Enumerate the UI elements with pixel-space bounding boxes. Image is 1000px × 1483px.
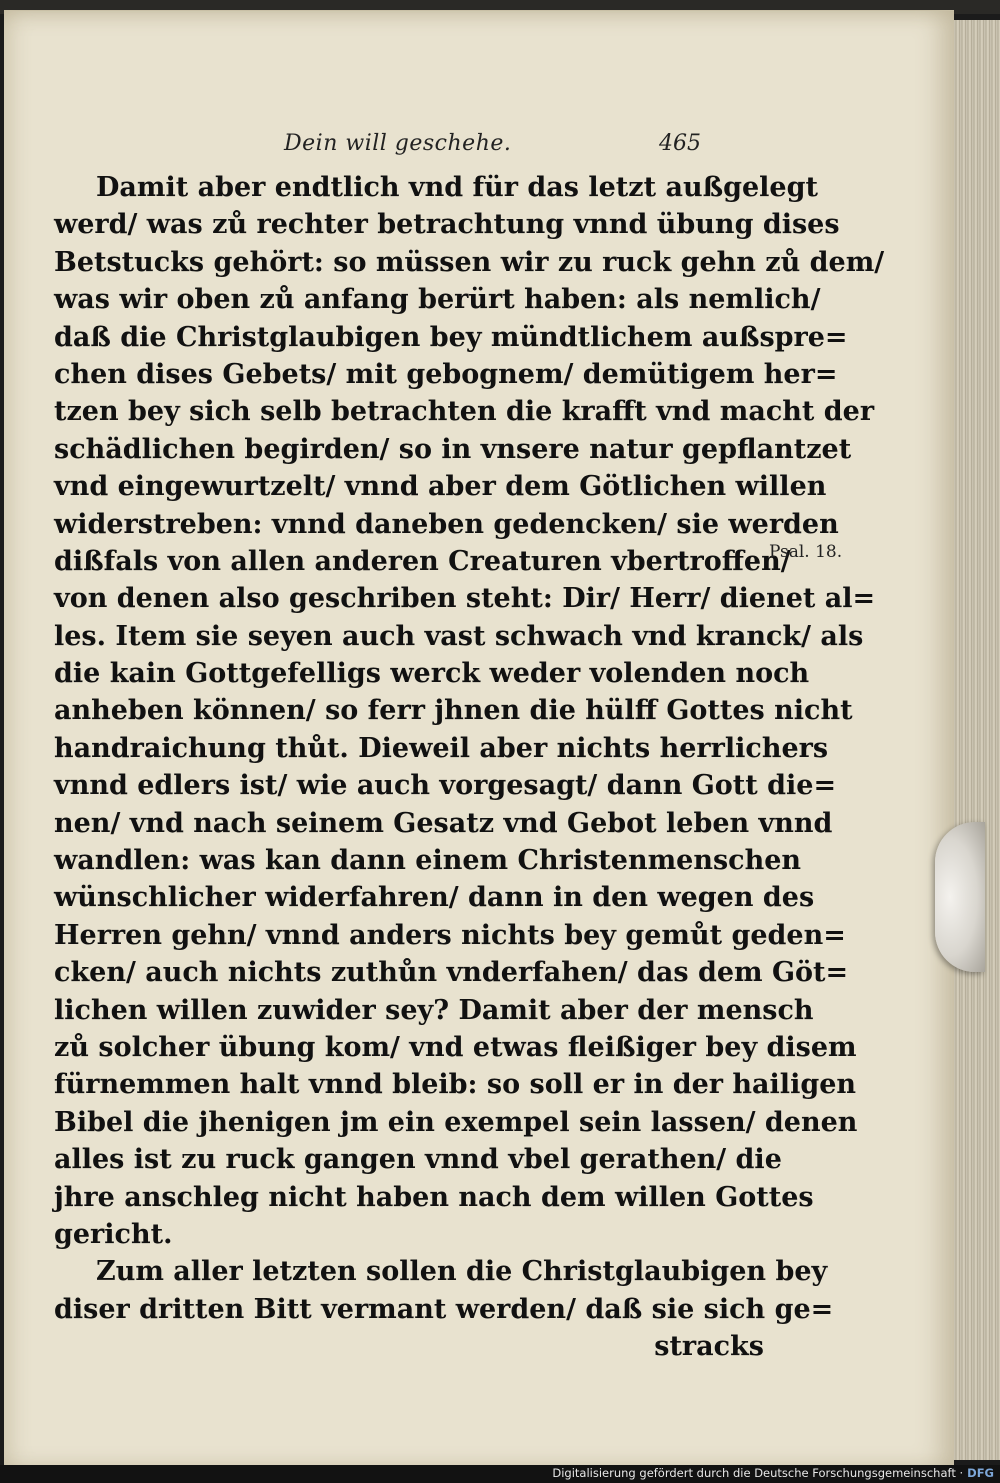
scanned-page [4, 10, 954, 1471]
text-line: cken/ auch nichts zuthůn vnderfahen/ das dem Göt= [54, 957, 849, 989]
text-line: Zum aller letzten sollen die Christglaubigen bey [96, 1256, 828, 1288]
text-line: alles ist zu ruck gangen vnnd vbel gerathen/ die [54, 1144, 782, 1176]
running-head [244, 131, 764, 171]
text-line: schädlichen begirden/ so in vnsere natur gepflantzet [54, 433, 852, 465]
text-line: Betstucks gehört: so müssen wir zu ruck gehn zů dem/ [54, 246, 885, 278]
page-clip [935, 822, 985, 972]
text-line: anheben können/ so ferr jhnen die hülff Gottes nicht [54, 695, 853, 727]
dfg-logo: DFG [967, 1466, 994, 1480]
text-line: chen dises Gebets/ mit gebognem/ demütigem her= [54, 358, 838, 390]
text-line: tzen bey sich selb betrachten die krafft vnd macht der [54, 396, 875, 428]
text-line: les. Item sie seyen auch vast schwach vnd kranck/ als [54, 620, 864, 652]
text-line: fürnemmen halt vnnd bleib: so soll er in der hailigen [54, 1069, 857, 1101]
text-line: handraichung thůt. Dieweil aber nichts herrlichers [54, 732, 829, 764]
text-line: Herren gehn/ vnnd anders nichts bey gemůt geden= [54, 919, 846, 951]
catchword: stracks [654, 1331, 764, 1363]
page-number: 465 [659, 131, 701, 156]
text-line: nen/ vnd nach seinem Gesatz vnd Gebot leben vnnd [54, 807, 833, 839]
text-line: wünschlicher widerfahren/ dann in den wegen des [54, 882, 815, 914]
text-line: Damit aber endtlich vnd für das letzt außgelegt [96, 172, 818, 203]
text-line: widerstreben: vnnd daneben gedencken/ sie werden [54, 508, 839, 540]
text-line: werd/ was zů rechter betrachtung vnnd übung dises [54, 209, 840, 241]
text-line: dißfals von allen anderen Creaturen vbertroffen/ [54, 545, 791, 577]
text-line: gericht. [54, 1218, 173, 1250]
text-line: die kain Gottgefelligs werck weder volenden noch [54, 658, 810, 690]
text-line: vnd eingewurtzelt/ vnnd aber dem Götlichen willen [54, 471, 827, 503]
footer-credit [552, 1466, 994, 1480]
text-line: wandlen: was kan dann einem Christenmenschen [54, 845, 802, 877]
text-line: was wir oben zů anfang berürt haben: als nemlich/ [54, 284, 821, 316]
text-line: vnnd edlers ist/ wie auch vorgesagt/ dann Gott die= [54, 770, 837, 802]
text-line: Bibel die jhenigen jm ein exempel sein lassen/ denen [54, 1106, 858, 1138]
running-title: Dein will geschehe. [284, 131, 512, 156]
text-line: jhre anschleg nicht haben nach dem willen Gottes [54, 1181, 814, 1213]
text-line: diser dritten Bitt vermant werden/ daß sie sich ge= [54, 1293, 834, 1325]
text-line: daß die Christglaubigen bey mündtlichem außspre= [54, 321, 848, 353]
credit-text: Digitalisierung gefördert durch die Deutsche Forschungsgemeinschaft · [552, 1466, 964, 1480]
text-line: von denen also geschriben steht: Dir/ Herr/ dienet al= [54, 583, 876, 615]
text-line: lichen willen zuwider sey? Damit aber der mensch [54, 994, 814, 1026]
margin-note: Psal. 18. [769, 542, 843, 562]
text-line: zů solcher übung kom/ vnd etwas fleißiger bey disem [54, 1031, 857, 1063]
